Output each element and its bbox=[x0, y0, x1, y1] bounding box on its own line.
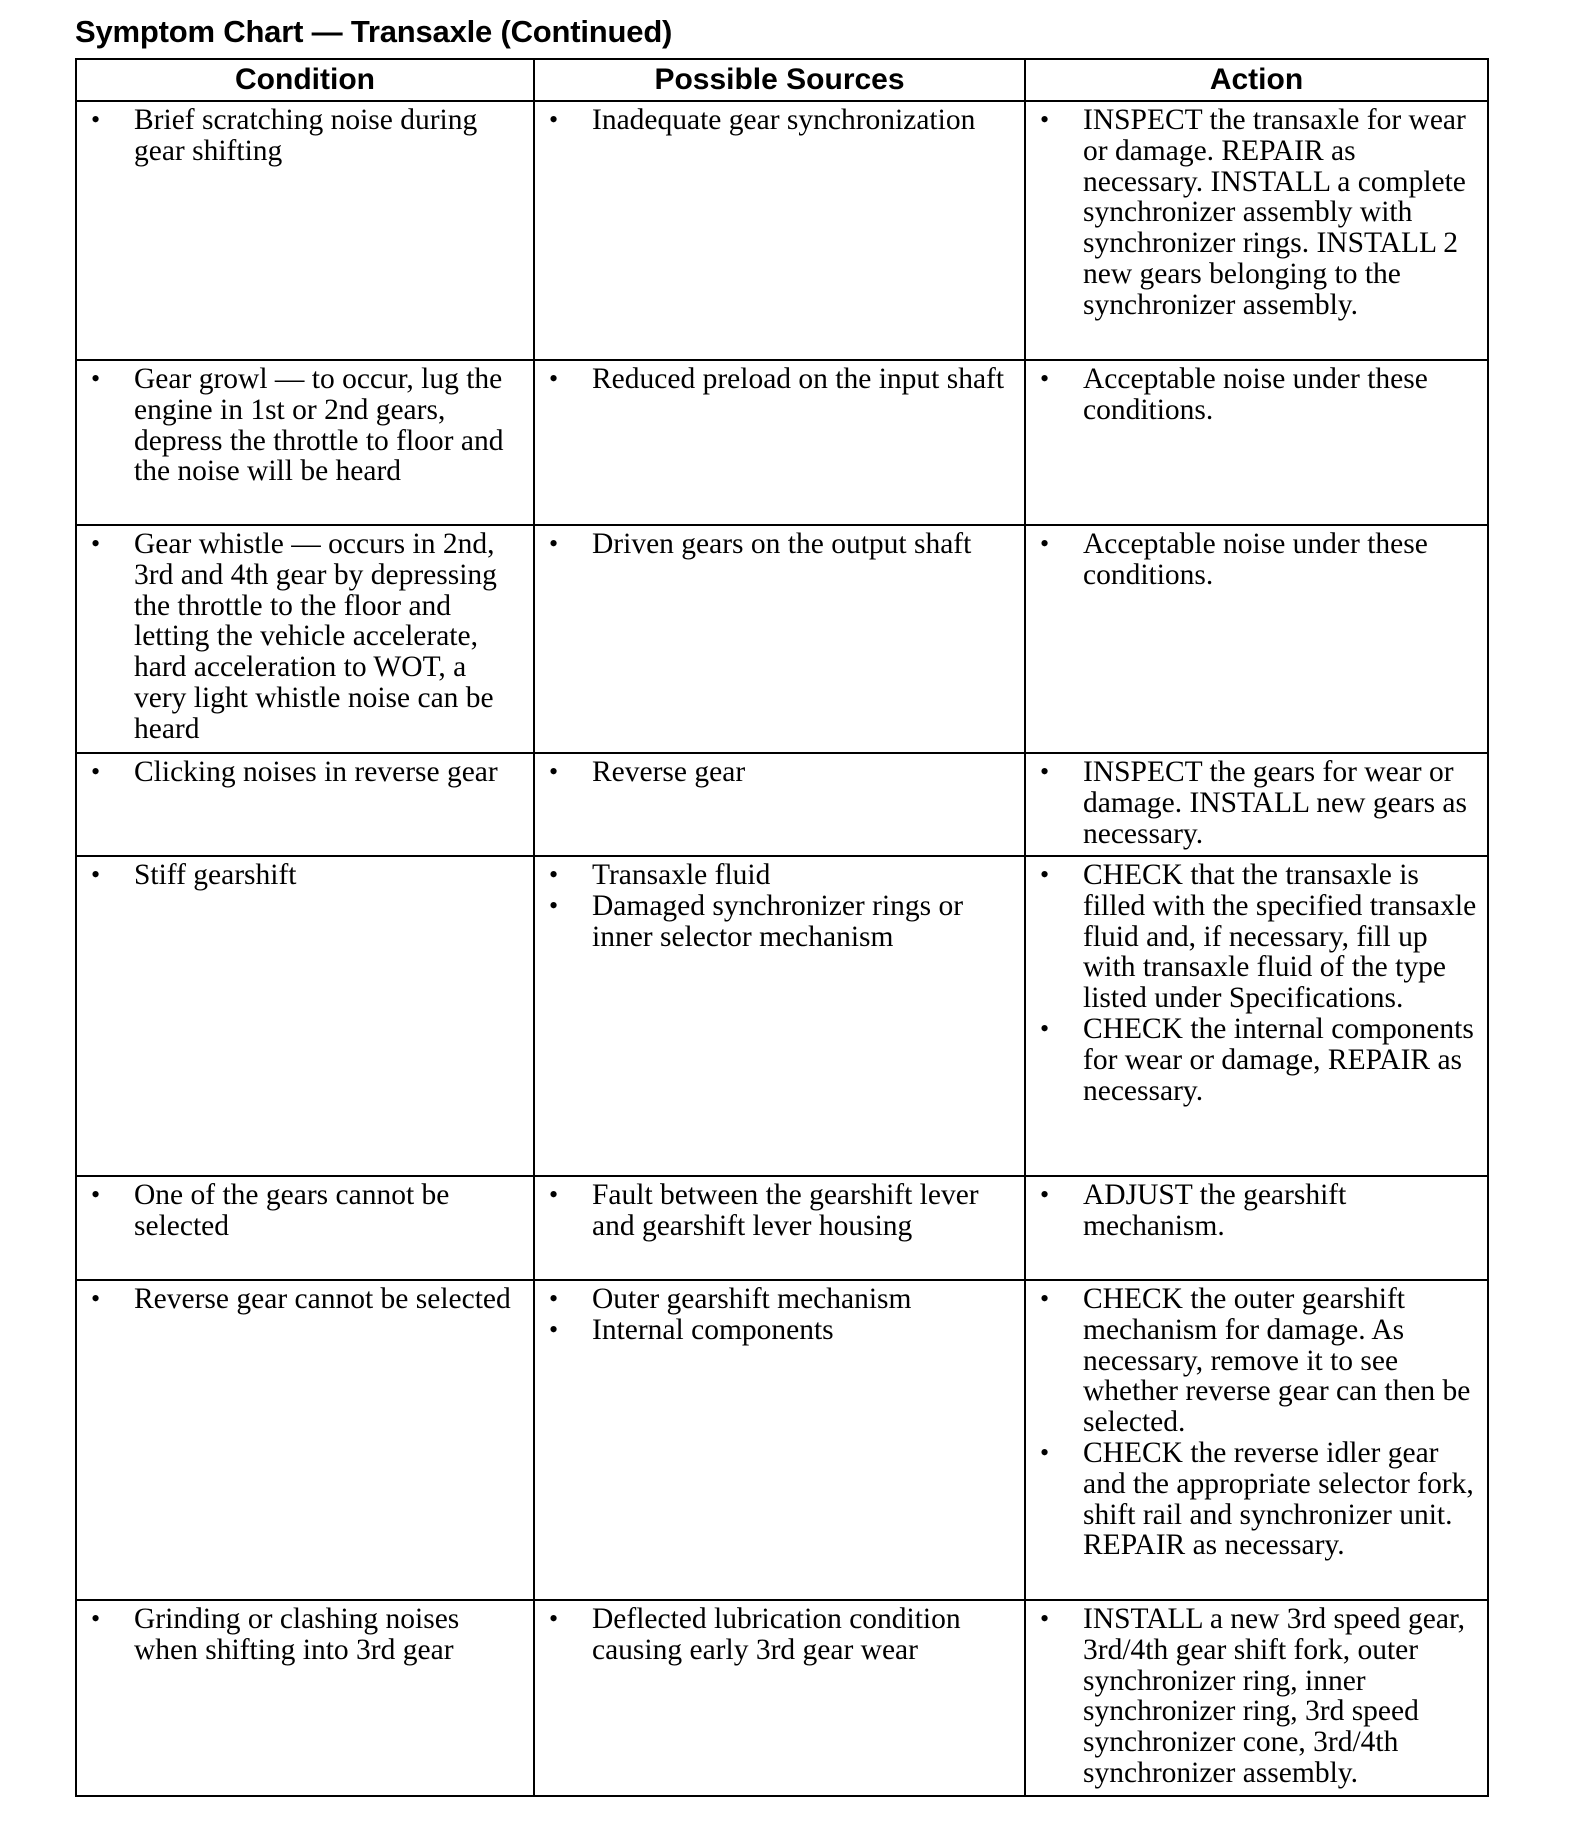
table-row bbox=[76, 101, 1488, 360]
bullet-item: • Reduced preload on the input shaft bbox=[535, 364, 1014, 395]
bullet-list bbox=[535, 860, 1014, 952]
condition-cell bbox=[76, 1176, 534, 1280]
condition-cell bbox=[76, 1280, 534, 1600]
bullet-list bbox=[77, 757, 523, 788]
action-cell bbox=[1025, 101, 1488, 360]
bullet-list bbox=[1026, 1604, 1477, 1789]
bullet-item: • Damaged synchronizer rings or inner selector mechanism bbox=[535, 891, 1014, 953]
bullet-list bbox=[535, 364, 1014, 395]
action-cell bbox=[1025, 1280, 1488, 1600]
bullet-item: • Deflected lubrication condition causing early 3rd gear wear bbox=[535, 1604, 1014, 1666]
column-header-action: Action bbox=[1025, 59, 1488, 101]
condition-cell bbox=[76, 101, 534, 360]
bullet-item: • Fault between the gearshift lever and gearshift lever housing bbox=[535, 1180, 1014, 1242]
chart-body bbox=[76, 101, 1488, 1796]
possible-sources-cell bbox=[534, 525, 1025, 753]
bullet-list bbox=[535, 757, 1014, 788]
bullet-list bbox=[77, 105, 523, 167]
bullet-list bbox=[77, 529, 523, 745]
bullet-item: • Reverse gear cannot be selected bbox=[77, 1284, 523, 1315]
bullet-item: • Acceptable noise under these conditions. bbox=[1026, 364, 1477, 426]
bullet-list bbox=[77, 860, 523, 891]
header-row bbox=[76, 59, 1488, 101]
condition-cell bbox=[76, 856, 534, 1176]
bullet-item: • Brief scratching noise during gear shifting bbox=[77, 105, 523, 167]
bullet-item: • Outer gearshift mechanism bbox=[535, 1284, 1014, 1315]
action-cell bbox=[1025, 1600, 1488, 1796]
bullet-list bbox=[1026, 1180, 1477, 1242]
possible-sources-cell bbox=[534, 360, 1025, 525]
bullet-list bbox=[1026, 364, 1477, 426]
bullet-item: • Gear whistle — occurs in 2nd, 3rd and 4th gear by depressing the throttle to the floor and letting the vehicle accelerate, hard acceleration to WOT, a very light whistle noise can be heard bbox=[77, 529, 523, 745]
bullet-item: • Gear growl — to occur, lug the engine in 1st or 2nd gears, depress the throttle to floor and the noise will be heard bbox=[77, 364, 523, 487]
table-row bbox=[76, 1280, 1488, 1600]
bullet-item: • INSPECT the gears for wear or damage. INSTALL new gears as necessary. bbox=[1026, 757, 1477, 849]
table-row bbox=[76, 753, 1488, 856]
table-row bbox=[76, 525, 1488, 753]
bullet-item: • INSPECT the transaxle for wear or damage. REPAIR as necessary. INSTALL a complete synchronizer assembly with synchronizer rings. INSTALL 2 new gears belonging to the synchronizer assembly. bbox=[1026, 105, 1477, 321]
bullet-item: • INSTALL a new 3rd speed gear, 3rd/4th gear shift fork, outer synchronizer ring, inner synchronizer ring, 3rd speed synchronizer cone, 3rd/4th synchronizer assembly. bbox=[1026, 1604, 1477, 1789]
bullet-list bbox=[535, 529, 1014, 560]
bullet-list bbox=[535, 105, 1014, 136]
bullet-item: • Internal components bbox=[535, 1315, 1014, 1346]
action-cell bbox=[1025, 360, 1488, 525]
bullet-item: • Reverse gear bbox=[535, 757, 1014, 788]
bullet-list bbox=[1026, 529, 1477, 591]
bullet-list bbox=[1026, 1284, 1477, 1561]
condition-cell bbox=[76, 753, 534, 856]
condition-cell bbox=[76, 525, 534, 753]
table-row bbox=[76, 1600, 1488, 1796]
bullet-list bbox=[77, 1180, 523, 1242]
bullet-list bbox=[77, 1284, 523, 1315]
bullet-list bbox=[1026, 860, 1477, 1106]
bullet-item: • Acceptable noise under these conditions. bbox=[1026, 529, 1477, 591]
bullet-item: • CHECK the internal components for wear or damage, REPAIR as necessary. bbox=[1026, 1014, 1477, 1106]
bullet-item: • CHECK that the transaxle is filled with the specified transaxle fluid and, if necessary, fill up with transaxle fluid of the type listed under Specifications. bbox=[1026, 860, 1477, 1014]
bullet-item: • Inadequate gear synchronization bbox=[535, 105, 1014, 136]
possible-sources-cell bbox=[534, 101, 1025, 360]
bullet-item: • Driven gears on the output shaft bbox=[535, 529, 1014, 560]
bullet-list bbox=[535, 1180, 1014, 1242]
table-row bbox=[76, 856, 1488, 1176]
action-cell bbox=[1025, 753, 1488, 856]
possible-sources-cell bbox=[534, 856, 1025, 1176]
bullet-list bbox=[535, 1604, 1014, 1666]
condition-cell bbox=[76, 360, 534, 525]
action-cell bbox=[1025, 1176, 1488, 1280]
bullet-item: • One of the gears cannot be selected bbox=[77, 1180, 523, 1242]
action-cell bbox=[1025, 525, 1488, 753]
bullet-item: • CHECK the reverse idler gear and the appropriate selector fork, shift rail and synchronizer unit. REPAIR as necessary. bbox=[1026, 1438, 1477, 1561]
condition-cell bbox=[76, 1600, 534, 1796]
possible-sources-cell bbox=[534, 1176, 1025, 1280]
column-header-condition: Condition bbox=[76, 59, 534, 101]
bullet-list bbox=[1026, 105, 1477, 321]
bullet-item: • Grinding or clashing noises when shifting into 3rd gear bbox=[77, 1604, 523, 1666]
possible-sources-cell bbox=[534, 1600, 1025, 1796]
bullet-item: • CHECK the outer gearshift mechanism for damage. As necessary, remove it to see whether reverse gear can then be selected. bbox=[1026, 1284, 1477, 1438]
bullet-item: • Stiff gearshift bbox=[77, 860, 523, 891]
symptom-chart-table bbox=[75, 58, 1489, 1797]
table-row bbox=[76, 1176, 1488, 1280]
bullet-item: • Transaxle fluid bbox=[535, 860, 1014, 891]
possible-sources-cell bbox=[534, 1280, 1025, 1600]
bullet-item: • Clicking noises in reverse gear bbox=[77, 757, 523, 788]
table-row bbox=[76, 360, 1488, 525]
bullet-list bbox=[77, 1604, 523, 1666]
action-cell bbox=[1025, 856, 1488, 1176]
bullet-list bbox=[1026, 757, 1477, 849]
possible-sources-cell bbox=[534, 753, 1025, 856]
page-title: Symptom Chart — Transaxle (Continued) bbox=[75, 14, 673, 49]
bullet-list bbox=[535, 1284, 1014, 1346]
column-header-possible-sources: Possible Sources bbox=[534, 59, 1025, 101]
bullet-item: • ADJUST the gearshift mechanism. bbox=[1026, 1180, 1477, 1242]
bullet-list bbox=[77, 364, 523, 487]
